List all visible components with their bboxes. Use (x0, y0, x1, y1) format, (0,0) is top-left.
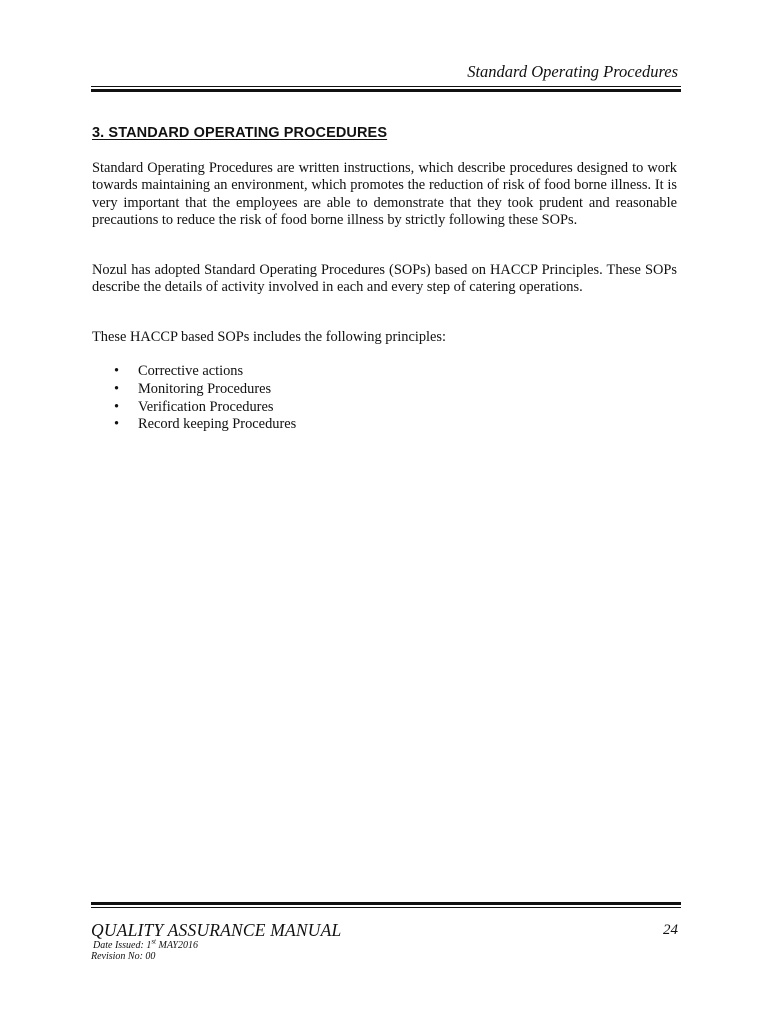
manual-title: QUALITY ASSURANCE MANUAL (91, 920, 342, 940)
header-rule-thick (91, 89, 681, 92)
revision-number: Revision No: 00 (91, 951, 156, 962)
paragraph-3: These HACCP based SOPs includes the following principles: (92, 329, 447, 345)
list-item (92, 381, 296, 399)
date-issued-label: Date Issued: 1 (93, 940, 152, 951)
header-rule-thin (91, 86, 681, 87)
bullet-icon: • (114, 380, 120, 397)
bullet-icon: • (114, 398, 120, 415)
paragraph-2: Nozul has adopted Standard Operating Procedures (SOPs) based on HACCP Principles. These SOPs describe the details of activity involved in each and every step of catering operations. (92, 262, 677, 296)
date-issued-value: MAY2016 (156, 940, 198, 951)
list-item (92, 399, 296, 417)
list-item-text: Verification Procedures (138, 398, 274, 415)
list-item-text: Corrective actions (138, 363, 244, 379)
bullet-icon: • (114, 363, 120, 379)
bullet-icon: • (114, 416, 120, 433)
principles-list (92, 363, 296, 434)
footer-rule-thick (91, 902, 681, 905)
footer-rule-thin (91, 907, 681, 908)
list-item-text: Monitoring Procedures (138, 380, 272, 397)
list-item (92, 363, 296, 381)
date-ordinal-suffix: st (151, 937, 156, 946)
paragraph-1: Standard Operating Procedures are written instructions, which describe procedures designed to work towards maintaining an environment, which promotes the reduction of risk of food borne illness. It is very important that the employees are able to demonstrate that they took prudent and reasonable precautions to reduce the risk of food borne illness by strictly following these SOPs. (92, 160, 677, 228)
running-header-title: Standard Operating Procedures (467, 62, 678, 81)
list-item-text: Record keeping Procedures (138, 416, 297, 433)
list-item (92, 416, 296, 434)
page-number: 24 (663, 922, 678, 938)
section-heading: 3. STANDARD OPERATING PROCEDURES (92, 125, 388, 141)
date-issued (93, 937, 198, 951)
